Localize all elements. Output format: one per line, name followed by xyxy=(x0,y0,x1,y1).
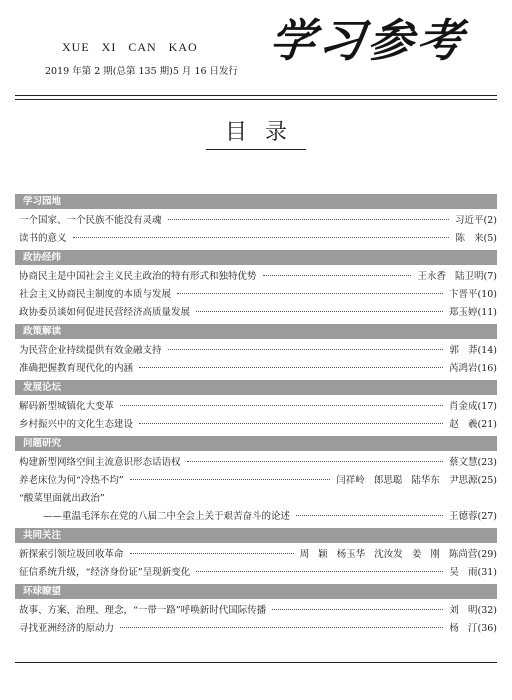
dot-leader xyxy=(168,349,444,350)
dot-leader xyxy=(120,627,443,628)
section-heading: 环球瞭望 xyxy=(15,584,497,599)
toc-entry-author: 周 颖 杨玉华 沈汝发 姜 刚 陈尚营 xyxy=(299,549,478,560)
section-heading: 政协经纬 xyxy=(15,250,497,265)
toc-entry-author: 闫祥岭 郎思聪 陆华东 尹思源 xyxy=(336,475,478,486)
bottom-rule xyxy=(15,662,497,663)
section-heading: 共同关注 xyxy=(15,528,497,543)
dot-leader xyxy=(196,571,443,572)
toc-entry-page: (25) xyxy=(477,475,497,486)
toc-entry[interactable] xyxy=(15,490,497,508)
toc-entry[interactable] xyxy=(15,268,497,286)
dot-leader xyxy=(130,479,331,480)
toc-entry-author: 王德蓉 xyxy=(448,511,478,522)
toc-entry-title: 构建新型网络空间主流意识形态话语权 xyxy=(19,457,181,468)
toc-entry-title: 新探索引领垃圾回收革命 xyxy=(19,549,124,560)
issue-info: 2019 年第 2 期(总第 135 期)5 月 16 日发行 xyxy=(45,66,239,77)
toc-entry-title: 养老床位为何“冷热不均” xyxy=(19,475,124,486)
toc-entry-title: 一个国家、一个民族不能没有灵魂 xyxy=(19,215,162,226)
toc-entry-page: (10) xyxy=(477,289,497,300)
toc-entry-page: (27) xyxy=(477,511,497,522)
toc-entry-title: “酸菜里面就出政治” xyxy=(19,493,105,504)
toc-entry-page: (7) xyxy=(483,271,497,282)
masthead-pinyin: XUE XI CAN KAO xyxy=(62,40,198,54)
section-heading: 问题研究 xyxy=(15,436,497,451)
toc-entry-author: 卞晋平 xyxy=(448,289,478,300)
dot-leader xyxy=(120,405,443,406)
toc-entry[interactable] xyxy=(15,342,497,360)
toc-entry-author: 刘 明 xyxy=(449,605,478,616)
toc-entry-author: 蔡文慧 xyxy=(448,457,478,468)
toc-entry[interactable] xyxy=(15,360,497,378)
toc-entry-title: 协商民主是中国社会主义民主政治的特有形式和独特优势 xyxy=(19,271,257,282)
toc-entry[interactable] xyxy=(15,454,497,472)
toc-entry-page: (2) xyxy=(483,215,497,226)
toc-entry[interactable] xyxy=(15,546,497,564)
dot-leader xyxy=(196,311,443,312)
toc-entry-title: 寻找亚洲经济的原动力 xyxy=(19,623,115,634)
section-heading: 政策解读 xyxy=(15,324,497,339)
toc-entry-author: 王永香 陆卫明 xyxy=(417,271,484,282)
toc-entry-page: (32) xyxy=(477,605,497,616)
toc-entry-author: 郑玉婷 xyxy=(448,307,478,318)
toc-entry-title: 解码新型城镇化大变革 xyxy=(19,401,115,412)
toc-entry-title: 社会主义协商民主制度的本质与发展 xyxy=(19,289,172,300)
toc-entry[interactable] xyxy=(15,304,497,322)
toc-title: 目录 xyxy=(224,120,305,145)
dot-leader xyxy=(139,423,443,424)
toc-entry-page: (29) xyxy=(477,549,497,560)
toc-entry[interactable] xyxy=(15,620,497,638)
toc-entry-title: 乡村振兴中的文化生态建设 xyxy=(19,419,134,430)
masthead-logo: 学习参考 xyxy=(267,14,469,67)
toc-entry-author: 郭 莽 xyxy=(449,345,478,356)
toc-entry-page: (36) xyxy=(477,623,497,634)
toc-entry-title: ——重温毛泽东在党的八届二中全会上关于艰苦奋斗的论述 xyxy=(43,511,291,522)
dot-leader xyxy=(130,553,294,554)
toc-entry[interactable] xyxy=(15,602,497,620)
masthead xyxy=(0,0,512,110)
dot-leader xyxy=(139,367,443,368)
dot-leader xyxy=(263,275,412,276)
toc-entry-title: 政协委员谈如何促进民营经济高质量发展 xyxy=(19,307,191,318)
toc-entry-page: (21) xyxy=(477,419,497,430)
toc-entry-title: 准确把握教育现代化的内涵 xyxy=(19,363,134,374)
masthead-rule-thick xyxy=(15,95,497,96)
dot-leader xyxy=(168,219,450,220)
toc-entry[interactable] xyxy=(15,564,497,582)
dot-leader xyxy=(296,515,443,516)
toc-entry-author: 习近平 xyxy=(455,215,484,226)
toc-entry-author: 赵 羲 xyxy=(449,419,478,430)
section-heading: 学习园地 xyxy=(15,194,497,209)
dot-leader xyxy=(187,461,443,462)
toc-entry[interactable] xyxy=(15,472,497,490)
toc-entry-page: (17) xyxy=(477,401,497,412)
toc-entry[interactable] xyxy=(15,416,497,434)
toc-entry-author: 肖金成 xyxy=(448,401,478,412)
toc-entry-page: (11) xyxy=(477,307,497,318)
toc-entry-title: 读书的意义 xyxy=(19,233,67,244)
toc-entry-title: 为民营企业持续提供有效金融支持 xyxy=(19,345,162,356)
toc-entry-author: 陈 来 xyxy=(455,233,484,244)
toc-entry-title: 征信系统升级，“经济身份证”呈现新变化 xyxy=(19,567,191,578)
toc-entry[interactable] xyxy=(15,230,497,248)
dot-leader xyxy=(272,609,443,610)
toc-entry[interactable] xyxy=(15,286,497,304)
toc-title-underline xyxy=(206,149,306,150)
toc-entry-author: 芮鸿岩 xyxy=(448,363,478,374)
dot-leader xyxy=(73,237,450,238)
masthead-rule-thin xyxy=(15,99,497,100)
table-of-contents xyxy=(15,192,497,638)
toc-entry[interactable] xyxy=(15,212,497,230)
section-heading: 发展论坛 xyxy=(15,380,497,395)
toc-entry-author: 杨 汀 xyxy=(449,623,478,634)
toc-entry-page: (5) xyxy=(483,233,497,244)
toc-entry-page: (16) xyxy=(477,363,497,374)
toc-entry[interactable] xyxy=(15,508,497,526)
dot-leader xyxy=(177,293,443,294)
toc-entry-page: (31) xyxy=(477,567,497,578)
toc-entry-author: 吴 雨 xyxy=(449,567,478,578)
toc-entry[interactable] xyxy=(15,398,497,416)
toc-entry-title: 故事、方案、治理、理念，“一带一路”呼唤新时代国际传播 xyxy=(19,605,267,616)
toc-entry-page: (23) xyxy=(477,457,497,468)
toc-entry-page: (14) xyxy=(477,345,497,356)
